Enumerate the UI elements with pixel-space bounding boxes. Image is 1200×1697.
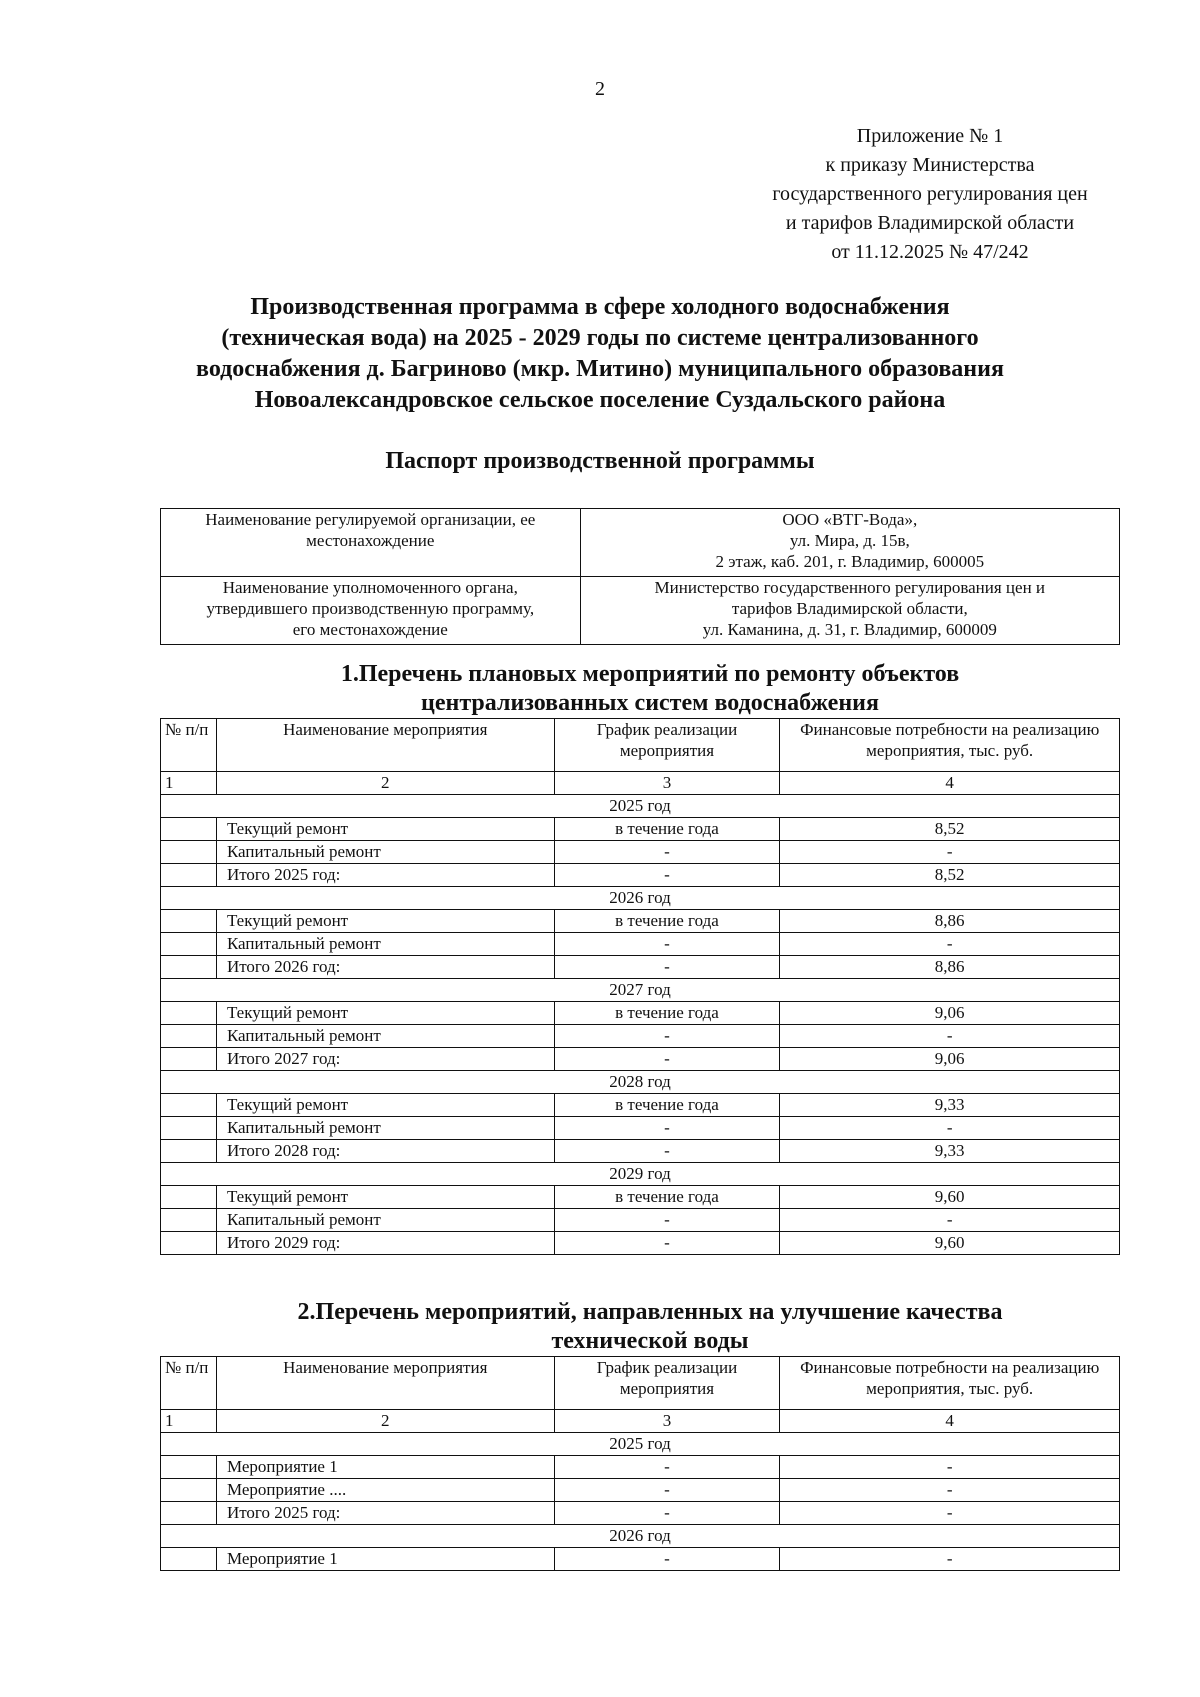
measure-total: Итого 2025 год: — [216, 864, 554, 887]
measure-schedule: в течение года — [554, 1094, 780, 1117]
row-number — [161, 818, 217, 841]
measure-name: Капитальный ремонт — [216, 933, 554, 956]
row-number — [161, 1232, 217, 1255]
table-row — [161, 956, 1120, 979]
year-row — [161, 795, 1120, 818]
row-number — [161, 1186, 217, 1209]
column-number: 2 — [216, 772, 554, 795]
measure-finance: - — [780, 933, 1120, 956]
title-line: (техническая вода) на 2025 - 2029 годы по системе централизованного — [221, 325, 979, 351]
quality-measures-table — [160, 1356, 1120, 1571]
table-row — [161, 1048, 1120, 1071]
table-row — [161, 1140, 1120, 1163]
table-row — [161, 1479, 1120, 1502]
measure-schedule: - — [554, 1209, 780, 1232]
title-line: Новоалександровское сельское поселение Суздальского района — [254, 387, 946, 413]
measure-schedule: - — [554, 1140, 780, 1163]
column-header-schedule: График реализации мероприятия — [554, 1357, 780, 1410]
column-number: 4 — [780, 1410, 1120, 1433]
appendix-line: государственного регулирования цен — [772, 183, 1088, 205]
passport-value-line: ул. Каманина, д. 31, г. Владимир, 600009 — [702, 620, 997, 639]
column-header-name: Наименование мероприятия — [216, 1357, 554, 1410]
measure-finance: 9,60 — [780, 1232, 1120, 1255]
measure-schedule: - — [554, 1025, 780, 1048]
measure-finance: 8,86 — [780, 956, 1120, 979]
measure-finance: 9,06 — [780, 1002, 1120, 1025]
column-header-num: № п/п — [161, 1357, 217, 1410]
appendix-line: к приказу Министерства — [825, 154, 1035, 176]
measure-schedule: в течение года — [554, 818, 780, 841]
passport-value — [580, 509, 1119, 577]
table-row — [161, 1002, 1120, 1025]
measure-finance: 9,33 — [780, 1094, 1120, 1117]
measure-finance: 9,06 — [780, 1048, 1120, 1071]
section-title-line: 1.Перечень плановых мероприятий по ремонту объектов — [340, 661, 960, 687]
column-number: 2 — [216, 1410, 554, 1433]
row-number — [161, 1048, 217, 1071]
appendix-line: Приложение № 1 — [856, 125, 1004, 147]
table-row — [161, 577, 1120, 645]
appendix-line: и тарифов Владимирской области — [785, 212, 1075, 234]
measure-total: Итого 2025 год: — [216, 1502, 554, 1525]
table-row — [161, 1548, 1120, 1571]
appendix-block — [700, 122, 1160, 267]
measure-finance: - — [780, 1209, 1120, 1232]
measure-schedule: - — [554, 1117, 780, 1140]
row-number — [161, 841, 217, 864]
passport-label-line: утвердившего производственную программу, — [206, 599, 535, 618]
measure-finance: - — [780, 1456, 1120, 1479]
year-row — [161, 1163, 1120, 1186]
measure-schedule: - — [554, 1048, 780, 1071]
measure-finance: 8,52 — [780, 864, 1120, 887]
year-row — [161, 887, 1120, 910]
measure-schedule: в течение года — [554, 910, 780, 933]
measure-schedule: - — [554, 1479, 780, 1502]
passport-table — [160, 508, 1120, 645]
section-title-line: технической воды — [551, 1328, 749, 1354]
measure-finance: 9,33 — [780, 1140, 1120, 1163]
appendix-line: от 11.12.2025 № 47/242 — [831, 241, 1029, 263]
table-row — [161, 1456, 1120, 1479]
measure-schedule: - — [554, 956, 780, 979]
row-number — [161, 1209, 217, 1232]
measure-schedule: в течение года — [554, 1002, 780, 1025]
measure-finance: - — [780, 841, 1120, 864]
year-label: 2026 год — [161, 1525, 1120, 1548]
measure-schedule: - — [554, 841, 780, 864]
column-number: 1 — [161, 772, 217, 795]
measure-schedule: - — [554, 933, 780, 956]
measure-finance: - — [780, 1479, 1120, 1502]
year-label: 2025 год — [161, 1433, 1120, 1456]
passport-title: Паспорт производственной программы — [385, 448, 815, 474]
table-row — [161, 509, 1120, 577]
row-number — [161, 1479, 217, 1502]
measure-name: Мероприятие 1 — [216, 1548, 554, 1571]
passport-label — [161, 509, 581, 577]
measure-finance: - — [780, 1117, 1120, 1140]
measure-name: Текущий ремонт — [216, 1186, 554, 1209]
repair-measures-table — [160, 718, 1120, 1255]
table-header-row — [161, 719, 1120, 772]
column-number: 1 — [161, 1410, 217, 1433]
page-number: 2 — [595, 78, 605, 100]
measure-schedule: - — [554, 1456, 780, 1479]
section1-title — [200, 660, 1100, 718]
year-row — [161, 1071, 1120, 1094]
passport-value-line: ООО «ВТГ-Вода», — [782, 510, 918, 529]
row-number — [161, 1117, 217, 1140]
measure-finance: 8,52 — [780, 818, 1120, 841]
row-number — [161, 1140, 217, 1163]
row-number — [161, 1002, 217, 1025]
year-row — [161, 1433, 1120, 1456]
measure-total: Итого 2027 год: — [216, 1048, 554, 1071]
column-number: 3 — [554, 1410, 780, 1433]
table-row — [161, 818, 1120, 841]
measure-schedule: - — [554, 1502, 780, 1525]
measure-name: Капитальный ремонт — [216, 1117, 554, 1140]
measure-finance: - — [780, 1502, 1120, 1525]
measure-schedule: - — [554, 864, 780, 887]
measure-name: Капитальный ремонт — [216, 841, 554, 864]
measure-total: Итого 2028 год: — [216, 1140, 554, 1163]
table-row — [161, 1186, 1120, 1209]
column-number: 4 — [780, 772, 1120, 795]
row-number — [161, 1456, 217, 1479]
table-row — [161, 1025, 1120, 1048]
column-header-finance: Финансовые потребности на реализацию мероприятия, тыс. руб. — [780, 719, 1120, 772]
year-label: 2028 год — [161, 1071, 1120, 1094]
row-number — [161, 1502, 217, 1525]
column-number-row — [161, 772, 1120, 795]
table-row — [161, 841, 1120, 864]
section-title-line: централизованных систем водоснабжения — [421, 690, 879, 716]
measure-name: Текущий ремонт — [216, 1094, 554, 1117]
table-row — [161, 1502, 1120, 1525]
row-number — [161, 956, 217, 979]
table-row — [161, 1232, 1120, 1255]
passport-label-line: Наименование уполномоченного органа, — [222, 578, 518, 597]
section-title-line: 2.Перечень мероприятий, направленных на улучшение качества — [297, 1299, 1003, 1325]
passport-label-line: его местонахождение — [292, 620, 448, 639]
table-row — [161, 933, 1120, 956]
row-number — [161, 933, 217, 956]
measure-schedule: - — [554, 1548, 780, 1571]
passport-label-text: Наименование регулируемой организации, ее местонахождение — [205, 510, 536, 550]
measure-name: Капитальный ремонт — [216, 1209, 554, 1232]
passport-value-line: ул. Мира, д. 15в, — [789, 531, 910, 550]
measure-name: Текущий ремонт — [216, 910, 554, 933]
column-number: 3 — [554, 772, 780, 795]
section2-title — [200, 1298, 1100, 1356]
measure-name: Текущий ремонт — [216, 818, 554, 841]
title-line: водоснабжения д. Багриново (мкр. Митино) муниципального образования — [196, 356, 1004, 382]
passport-value — [580, 577, 1119, 645]
measure-total: Итого 2029 год: — [216, 1232, 554, 1255]
year-row — [161, 979, 1120, 1002]
passport-value-line: Министерство государственного регулирования цен и — [654, 578, 1046, 597]
passport-value-line: тарифов Владимирской области, — [731, 599, 968, 618]
table-row — [161, 1209, 1120, 1232]
measure-finance: - — [780, 1025, 1120, 1048]
column-header-name: Наименование мероприятия — [216, 719, 554, 772]
row-number — [161, 910, 217, 933]
title-line: Производственная программа в сфере холодного водоснабжения — [250, 294, 950, 320]
measure-finance: 9,60 — [780, 1186, 1120, 1209]
row-number — [161, 864, 217, 887]
table-row — [161, 910, 1120, 933]
row-number — [161, 1094, 217, 1117]
measure-name: Мероприятие 1 — [216, 1456, 554, 1479]
passport-label — [161, 577, 581, 645]
passport-value-line: 2 этаж, каб. 201, г. Владимир, 600005 — [715, 552, 985, 571]
table-row — [161, 1117, 1120, 1140]
year-label: 2029 год — [161, 1163, 1120, 1186]
document-title — [150, 292, 1050, 416]
column-number-row — [161, 1410, 1120, 1433]
measure-name: Текущий ремонт — [216, 1002, 554, 1025]
measure-total: Итого 2026 год: — [216, 956, 554, 979]
year-label: 2026 год — [161, 887, 1120, 910]
table-row — [161, 864, 1120, 887]
column-header-num: № п/п — [161, 719, 217, 772]
table-row — [161, 1094, 1120, 1117]
measure-finance: 8,86 — [780, 910, 1120, 933]
measure-schedule: - — [554, 1232, 780, 1255]
column-header-schedule: График реализации мероприятия — [554, 719, 780, 772]
measure-schedule: в течение года — [554, 1186, 780, 1209]
year-row — [161, 1525, 1120, 1548]
table-header-row — [161, 1357, 1120, 1410]
year-label: 2025 год — [161, 795, 1120, 818]
year-label: 2027 год — [161, 979, 1120, 1002]
measure-name: Капитальный ремонт — [216, 1025, 554, 1048]
measure-name: Мероприятие .... — [216, 1479, 554, 1502]
measure-finance: - — [780, 1548, 1120, 1571]
column-header-finance: Финансовые потребности на реализацию мероприятия, тыс. руб. — [780, 1357, 1120, 1410]
row-number — [161, 1548, 217, 1571]
row-number — [161, 1025, 217, 1048]
